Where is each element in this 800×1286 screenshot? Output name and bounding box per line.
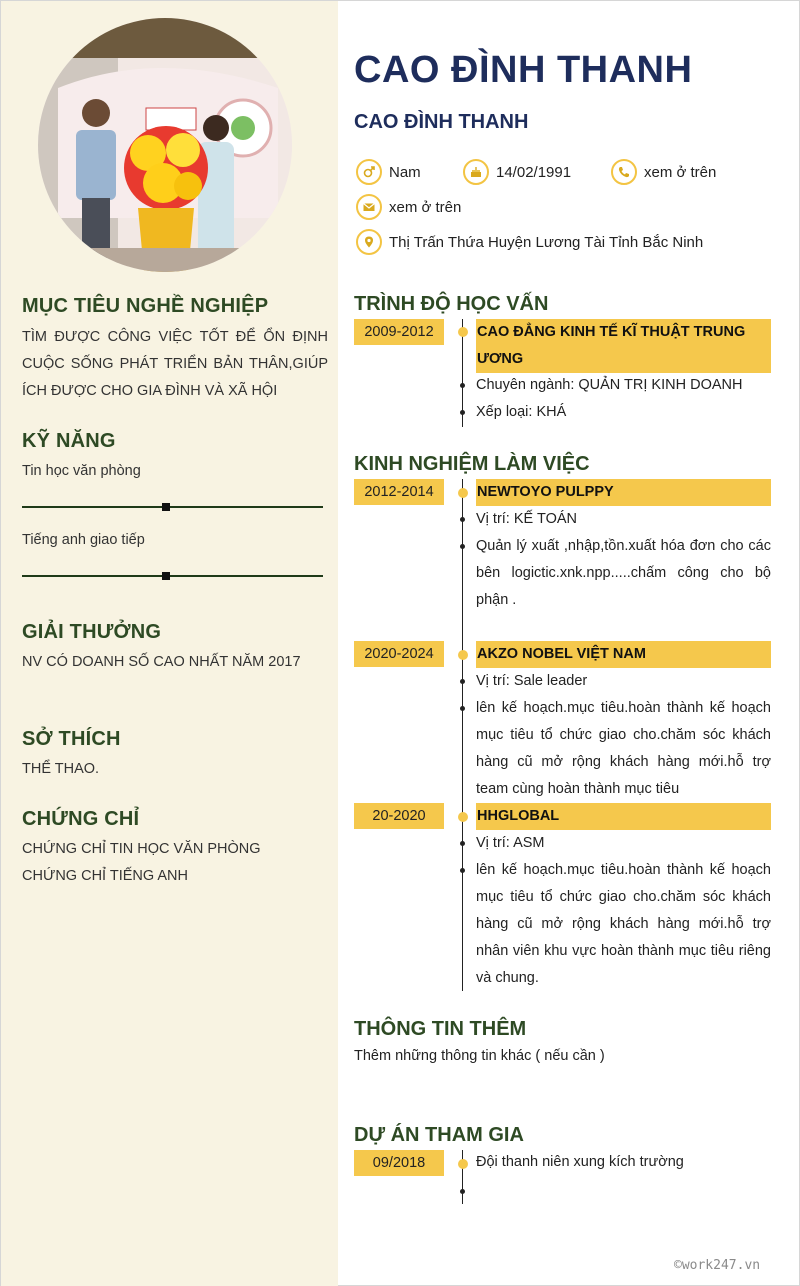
timeline-dot (458, 650, 468, 660)
bullet-dot (460, 868, 465, 873)
objective-title: MỤC TIÊU NGHỀ NGHIỆP (22, 295, 269, 317)
map-marker-icon (356, 229, 382, 255)
gender-value: Nam (389, 163, 421, 181)
candidate-subtitle: CAO ĐÌNH THANH (354, 111, 529, 133)
education-grade: Xếp loại: KHÁ (476, 404, 567, 420)
timeline-line (462, 479, 463, 991)
certificate-item: CHỨNG CHỈ TIẾNG ANH (22, 868, 188, 884)
projects-title: DỰ ÁN THAM GIA (354, 1124, 524, 1146)
gender-icon (356, 159, 382, 185)
email-icon (356, 194, 382, 220)
additional-text: Thêm những thông tin khác ( nếu cần ) (354, 1048, 605, 1064)
job-company: NEWTOYO PULPPY (476, 479, 771, 506)
job-description: lên kế hoạch.mục tiêu.hoàn thành kế hoạch mục tiêu tổ chức giao cho.chăm sóc khách hàng cũ mở rộng khách hàng mới.hỗ trợ nhân viên khu vực hoàn thành mục tiêu riêng và chung. (476, 862, 771, 986)
job-position: Vị trí: Sale leader (476, 673, 588, 689)
birthday-value: 14/02/1991 (496, 163, 572, 181)
skill-bar (22, 506, 323, 508)
watermark: ©work247.vn (674, 1258, 761, 1273)
address-info (356, 229, 703, 255)
sidebar (1, 1, 338, 1286)
additional-title: THÔNG TIN THÊM (354, 1018, 527, 1040)
phone-info (611, 159, 716, 185)
education-school: CAO ĐẲNG KINH TẾ KĨ THUẬT TRUNG ƯƠNG (476, 319, 771, 373)
skills-title: KỸ NĂNG (22, 430, 116, 452)
bullet-dot (460, 841, 465, 846)
job-date: 20-2020 (354, 803, 444, 829)
hobbies-text: THỂ THAO. (22, 761, 100, 777)
timeline-dot (458, 488, 468, 498)
project-name: Đội thanh niên xung kích trường (476, 1154, 684, 1170)
bullet-dot (460, 544, 465, 549)
skill-name: Tiếng anh giao tiếp (22, 532, 145, 548)
timeline-dot (458, 1159, 468, 1169)
awards-title: GIẢI THƯỞNG (22, 621, 162, 643)
skill-name: Tin học văn phòng (22, 463, 141, 479)
candidate-name: CAO ĐÌNH THANH (354, 49, 693, 91)
job-position: Vị trí: KẾ TOÁN (476, 511, 577, 527)
email-info (356, 194, 461, 220)
job-date: 2012-2014 (354, 479, 444, 505)
job-company: HHGLOBAL (476, 803, 771, 830)
bullet-dot (460, 1189, 465, 1194)
certificate-item: CHỨNG CHỈ TIN HỌC VĂN PHÒNG (22, 841, 261, 857)
job-date: 2020-2024 (354, 641, 444, 667)
experience-title: KINH NGHIỆM LÀM VIỆC (354, 453, 590, 475)
bullet-dot (460, 517, 465, 522)
timeline-dot (458, 327, 468, 337)
skill-bar (22, 575, 323, 577)
bullet-dot (460, 383, 465, 388)
job-position: Vị trí: ASM (476, 835, 545, 851)
phone-value: xem ở trên (644, 163, 717, 181)
bullet-dot (460, 706, 465, 711)
awards-text: NV CÓ DOANH SỐ CAO NHẤT NĂM 2017 (22, 654, 301, 670)
birthday-info (463, 159, 571, 185)
email-value: xem ở trên (389, 198, 462, 216)
phone-icon (611, 159, 637, 185)
timeline-dot (458, 812, 468, 822)
bullet-dot (460, 410, 465, 415)
skill-level-marker (162, 572, 170, 580)
skill-level-marker (162, 503, 170, 511)
education-major: Chuyên ngành: QUẢN TRỊ KINH DOANH (476, 377, 743, 393)
job-company: AKZO NOBEL VIỆT NAM (476, 641, 771, 668)
job-description: Quản lý xuất ,nhập,tồn.xuất hóa đơn cho các bên logictic.xnk.npp.....chấm công cho bộ phận . (476, 538, 771, 608)
address-value: Thị Trấn Thứa Huyện Lương Tài Tỉnh Bắc Ninh (389, 233, 704, 251)
gender-info (356, 159, 421, 185)
certificates-title: CHỨNG CHỈ (22, 808, 140, 830)
hobbies-title: SỞ THÍCH (22, 728, 121, 750)
bullet-dot (460, 679, 465, 684)
education-title: TRÌNH ĐỘ HỌC VẤN (354, 293, 549, 315)
objective-text: TÌM ĐƯỢC CÔNG VIỆC TỐT ĐỂ ỔN ĐỊNH CUỘC SỐNG PHÁT TRIỂN BẢN THÂN,GIÚP ÍCH ĐƯỢC CHO GIA ĐÌNH VÀ XÃ HỘI (22, 329, 328, 399)
project-date: 09/2018 (354, 1150, 444, 1176)
education-date: 2009-2012 (354, 319, 444, 345)
profile-photo (38, 18, 292, 272)
job-description: lên kế hoạch.mục tiêu.hoàn thành kế hoạch mục tiêu tổ chức giao cho.chăm sóc khách hàng cũ mở rộng khách hàng mới.hỗ trợ team cùng hoàn thành mục tiêu (476, 700, 771, 797)
birthday-cake-icon (463, 159, 489, 185)
